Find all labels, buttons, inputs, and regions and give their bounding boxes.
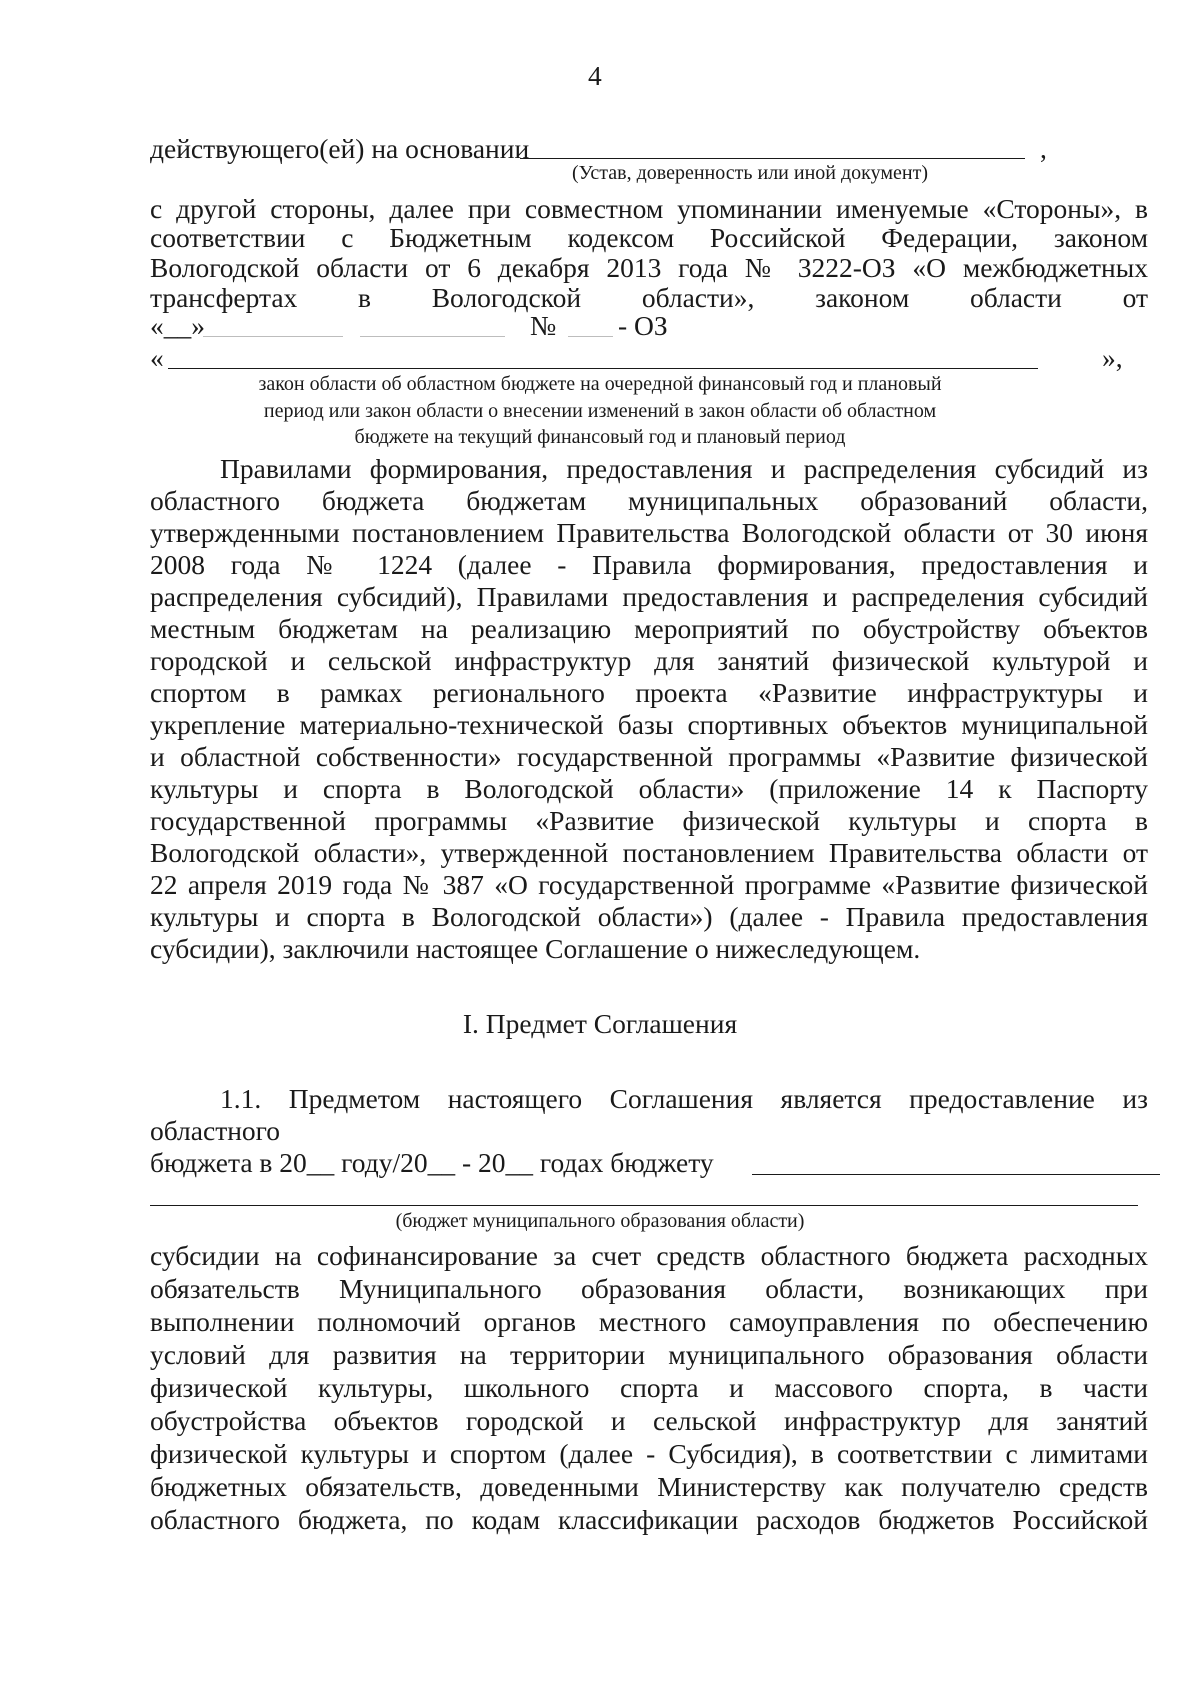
intro-line-4: трансфертах в Вологодской области», законом области от [150,282,1148,313]
basis-comma: , [1040,133,1047,164]
rules-line-1: Правилами формирования, предоставления и распределения субсидий из [220,453,1148,484]
acting-on-basis-label: действующего(ей) на основании [150,133,530,164]
quote-close: », [1102,342,1123,373]
body-line-1: субсидии на софинансирование за счет средств областного бюджета расходных [150,1240,1148,1271]
page-number: 4 [588,60,602,91]
rules-line-15: культуры и спорта в Вологодской области») (далее - Правила предоставления [150,901,1148,932]
intro-line-2: соответствии с Бюджетным кодексом Российской Федерации, законом [150,222,1148,253]
body-line-9: областного бюджета, по кодам классификации расходов бюджетов Российской [150,1504,1148,1535]
basis-fill-line [520,158,1025,159]
rules-line-13: Вологодской области», утвержденной постановлением Правительства области от [150,837,1148,868]
body-line-5: физической культуры, школьного спорта и массового спорта, в части [150,1372,1148,1403]
law-caption-line-2: период или закон области о внесении изменений в закон области об областном [263,400,937,422]
budget-caption: (бюджет муниципального образования области) [395,1210,805,1232]
quote-open: « [150,342,164,373]
section-heading: I. Предмет Соглашения [462,1008,738,1039]
rules-line-10: и областной собственности» государственной программы «Развитие физической [150,741,1148,772]
basis-caption: (Устав, доверенность или иной документ) [572,162,928,184]
rules-line-9: укрепление материально-технической базы спортивных объектов муниципальной [150,709,1148,740]
body-line-3: выполнении полномочий органов местного самоуправления по обеспечению [150,1306,1148,1337]
intro-line-1: с другой стороны, далее при совместном упоминании именуемые «Стороны», в [150,193,1148,224]
law-suffix: - ОЗ [618,310,668,341]
law-number-fill-line [568,336,613,337]
law-caption-line-3: бюджете на текущий финансовый год и плановый период [354,426,846,448]
rules-line-3: утвержденными постановлением Правительства Вологодской области от 30 июня [150,517,1148,548]
rules-line-11: культуры и спорта в Вологодской области» (приложение 14 к Паспорту [150,773,1148,804]
law-date-open: «__» [150,310,205,341]
body-line-6: обустройства объектов городской и сельской инфраструктур для занятий [150,1405,1148,1436]
law-date-fill-line [203,336,343,337]
rules-line-2: областного бюджета бюджетам муниципальных образований области, [150,485,1148,516]
budget-recipient-fill-line [752,1174,1160,1175]
law-number-mark: № [530,310,557,341]
rules-line-12: государственной программы «Развитие физической культуры и спорта в [150,805,1148,836]
body-line-4: условий для развития на территории муниципального образования области [150,1339,1148,1370]
body-line-2: обязательств Муниципального образования области, возникающих при [150,1273,1148,1304]
rules-line-4: 2008 года № 1224 (далее - Правила формирования, предоставления и [150,549,1148,580]
rules-line-5: распределения субсидий), Правилами предоставления и распределения субсидий [150,581,1148,612]
rules-line-6: местным бюджетам на реализацию мероприятий по обустройству объектов [150,613,1148,644]
rules-line-16: субсидии), заключили настоящее Соглашение о нижеследующем. [150,933,921,964]
law-caption-line-1: закон области об областном бюджете на очередной финансовый год и плановый [258,373,942,395]
rules-line-8: спортом в рамках регионального проекта «Развитие инфраструктуры и [150,677,1148,708]
clause-1-1-line-1: 1.1. Предметом настоящего Соглашения является предоставление из [220,1083,1148,1114]
budget-recipient-fill-line-2 [150,1205,1138,1206]
body-line-7: физической культуры и спортом (далее - Субсидия), в соответствии с лимитами [150,1438,1148,1469]
law-name-fill-line [168,368,1038,369]
clause-1-1-line-2: областного [150,1115,281,1146]
rules-line-7: городской и сельской инфраструктур для занятий физической культурой и [150,645,1148,676]
budget-line: бюджета в 20__ году/20__ - 20__ годах бюджету [150,1147,714,1178]
intro-line-3: Вологодской области от 6 декабря 2013 года № 3222-ОЗ «О межбюджетных [150,252,1148,283]
body-line-8: бюджетных обязательств, доведенными Министерству как получателю средств [150,1471,1148,1502]
rules-line-14: 22 апреля 2019 года № 387 «О государственной программе «Развитие физической [150,869,1148,900]
law-date-fill-line-2 [360,336,505,337]
